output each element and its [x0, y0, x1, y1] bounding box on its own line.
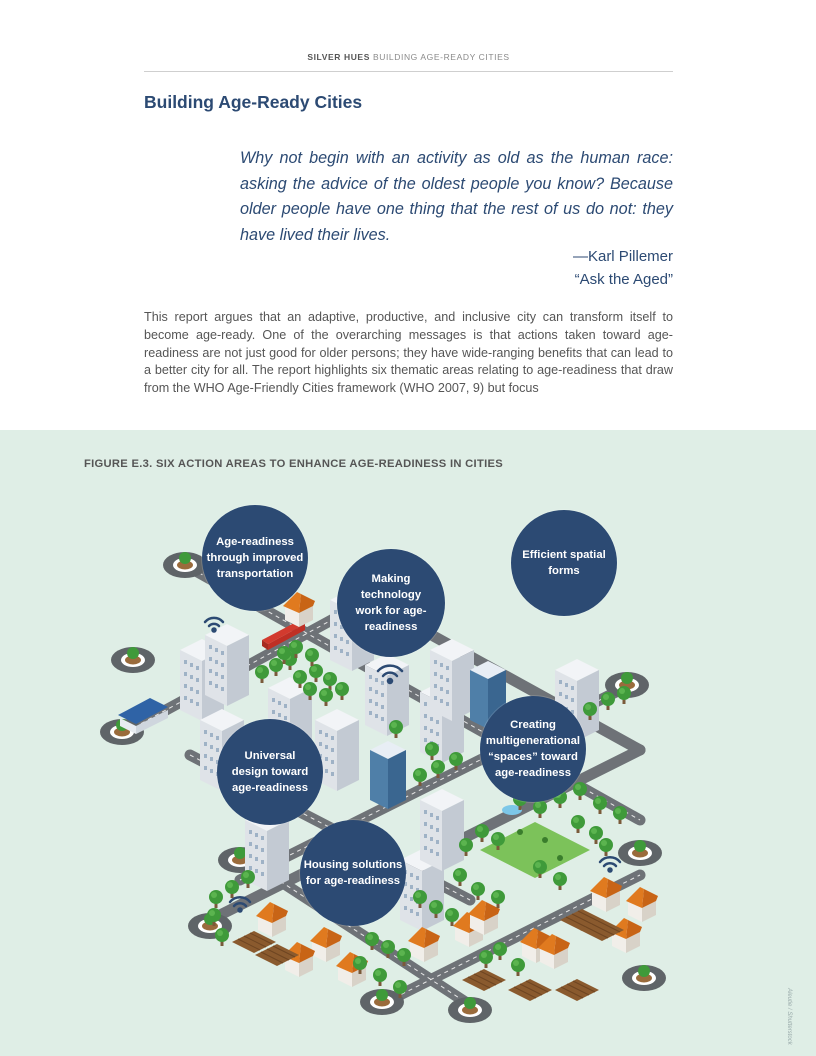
action-area-spatial-forms: Efficient spatial forms	[511, 510, 617, 616]
action-area-technology: Making technology work for age- readiness	[337, 549, 445, 657]
section-title: Building Age-Ready Cities	[144, 92, 363, 112]
epigraph-source: “Ask the Aged”	[574, 271, 673, 288]
header-rule	[144, 71, 673, 72]
image-credit: Aleutie / Shutterstock	[786, 988, 792, 1045]
train-station	[118, 698, 168, 734]
body-paragraph: This report argues that an adaptive, productive, and inclusive city can transform itself to become age-ready. One of the overarching messages is that actions taken toward age-readiness are not just good for older persons; they have wide-ranging benefits that can lead to a better city for all. The report highlights six thematic areas relating to age-readiness that draw from the WHO Age-Friendly Cities framework (WHO 2007, 9) but focus	[144, 310, 673, 396]
running-head-chapter: BUILDING AGE-READY CITIES	[369, 52, 510, 62]
action-area-universal-design: Universal design toward age-readiness	[217, 719, 323, 825]
epigraph-quote: Why not begin with an activity as old as the human race: asking the advice of the oldest people you know? Because older people have one thing that the rest of us do not: they have lived their lives.	[240, 149, 673, 244]
city-illustration	[0, 430, 816, 1056]
running-head-report-name: SILVER HUES	[307, 52, 370, 62]
action-area-multigenerational-spaces: Creating multigenerational “spaces” toward age-readiness	[480, 696, 586, 802]
action-area-housing: Housing solutions for age-readiness	[300, 820, 406, 926]
running-head	[144, 52, 673, 62]
epigraph-author: —Karl Pillemer	[572, 248, 673, 265]
action-area-transportation: Age-readiness through improved transportation	[202, 505, 308, 611]
figure-caption: FIGURE E.3. SIX ACTION AREAS TO ENHANCE AGE-READINESS IN CITIES	[84, 458, 504, 470]
